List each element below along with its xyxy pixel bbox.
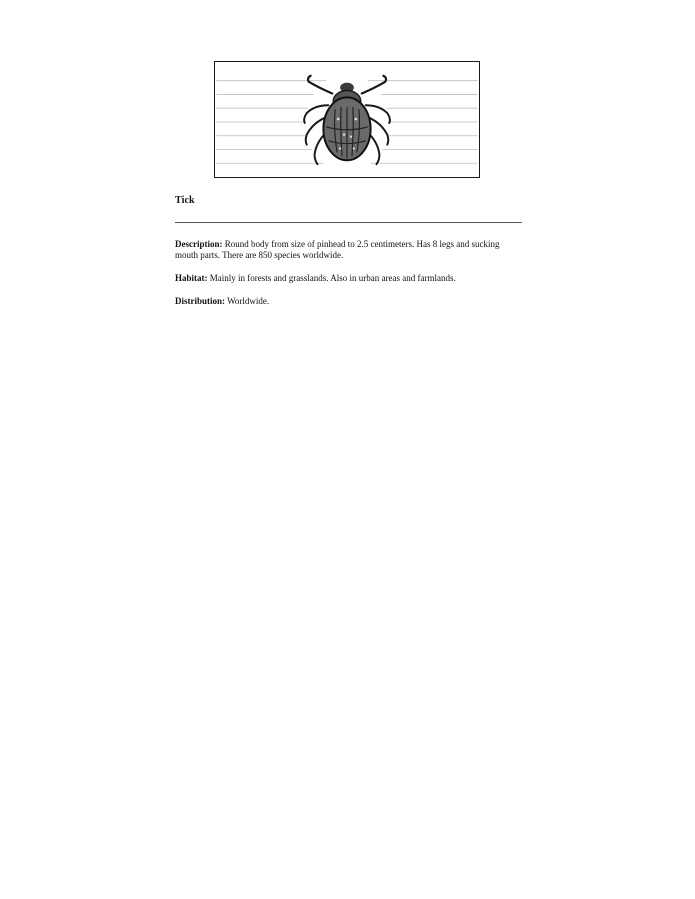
description-text: Round body from size of pinhead to 2.5 centimeters. Has 8 legs and sucking mouth parts. There are 850 species worldwide. (175, 239, 500, 260)
description-paragraph (175, 239, 515, 261)
distribution-label: Distribution: (175, 296, 226, 306)
habitat-text: Mainly in forests and grasslands. Also in urban areas and farmlands. (209, 273, 456, 283)
habitat-paragraph (175, 273, 515, 284)
habitat-label: Habitat: (175, 273, 208, 283)
description-label: Description: (175, 239, 223, 249)
tick-figure (214, 61, 480, 178)
page-title: Tick (175, 195, 195, 206)
title-divider (175, 222, 522, 223)
tick-illustration-icon (215, 62, 479, 177)
distribution-paragraph (175, 296, 515, 307)
distribution-text: Worldwide. (227, 296, 270, 306)
